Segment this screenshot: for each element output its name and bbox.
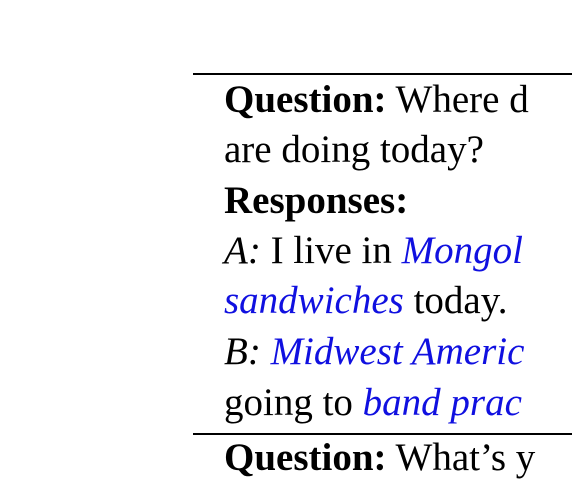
- response-b-line-1: [224, 327, 524, 377]
- question-2-text: What’s y: [386, 436, 536, 479]
- question-text-continued: are doing today?: [224, 128, 484, 171]
- responses-heading: [224, 176, 408, 226]
- response-a-text-end: today.: [403, 279, 508, 322]
- responses-label: Responses:: [224, 179, 409, 222]
- response-a-line-2: [224, 276, 507, 326]
- question-text: Where d: [386, 78, 529, 121]
- response-b-text: going to: [224, 381, 363, 424]
- response-a-highlight-food: sandwiches: [224, 279, 404, 322]
- response-a-highlight-location: Mongol: [401, 229, 523, 272]
- response-b-highlight-location: Midwest Americ: [260, 330, 525, 373]
- response-a-text: I live in: [260, 229, 402, 272]
- question-2-line-1: [224, 433, 535, 483]
- question-label: Question:: [224, 78, 387, 121]
- response-a-line-1: [224, 226, 523, 276]
- response-a-marker: A:: [224, 229, 261, 272]
- response-b-highlight-activity: band prac: [362, 381, 522, 424]
- response-b-line-2: [224, 378, 522, 428]
- question-line-1: [224, 75, 529, 125]
- question-line-2: [224, 125, 484, 175]
- response-b-marker: B:: [224, 330, 261, 373]
- question-2-label: Question:: [224, 436, 387, 479]
